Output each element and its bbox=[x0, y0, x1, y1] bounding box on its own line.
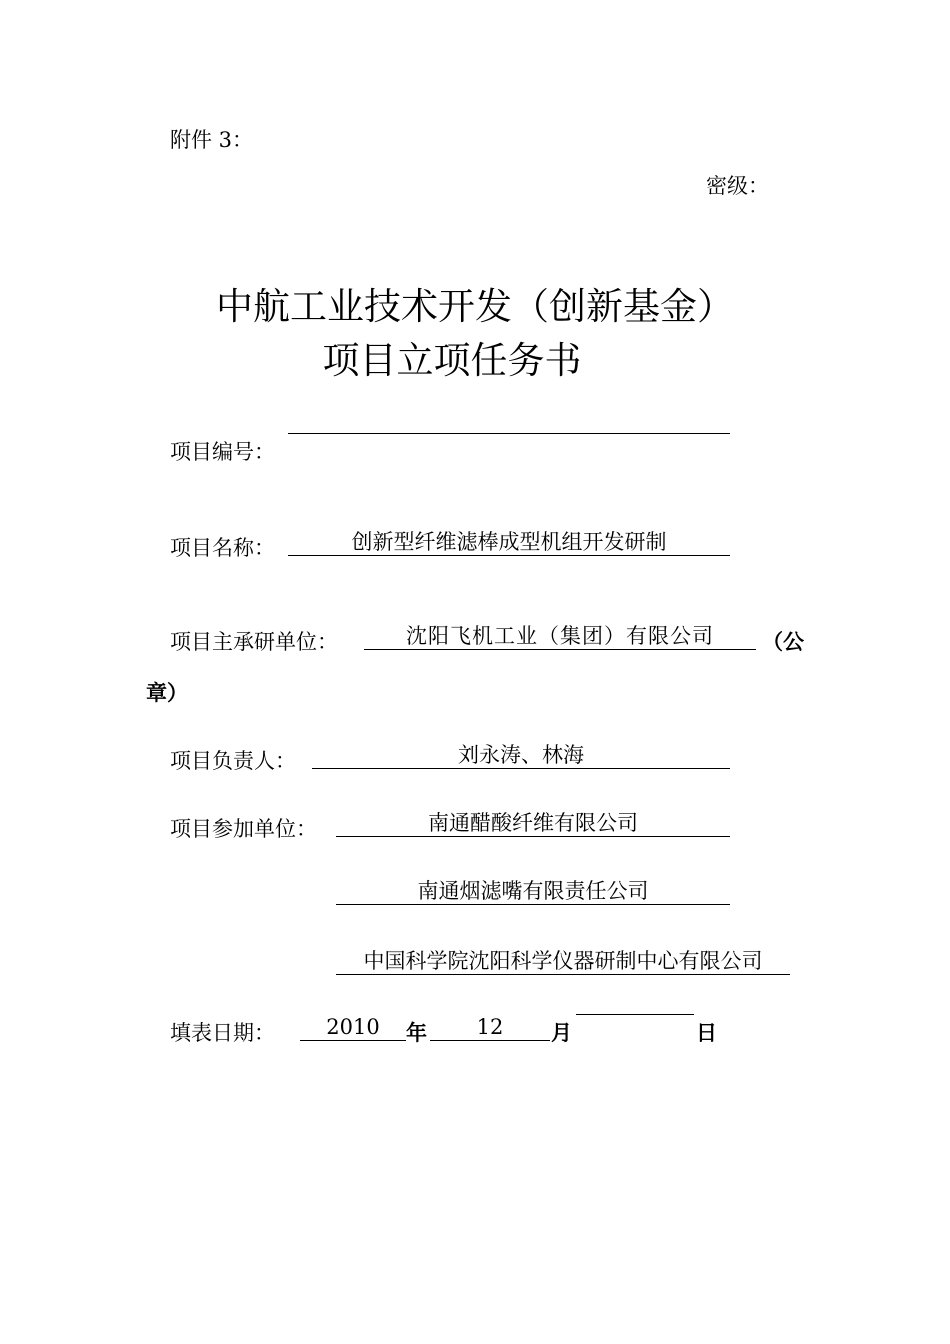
project-number-field[interactable] bbox=[288, 433, 730, 434]
seal-note-part2: 章） bbox=[146, 681, 188, 705]
date-day-field[interactable] bbox=[576, 1014, 694, 1015]
project-name-label: 项目名称： bbox=[170, 536, 275, 560]
document-title-line1: 中航工业技术开发（创新基金） bbox=[216, 285, 734, 328]
leader-label: 项目负责人： bbox=[170, 749, 296, 773]
secret-level-label: 密级： bbox=[706, 174, 769, 198]
leader-field[interactable]: 刘永涛、林海 bbox=[312, 742, 730, 769]
project-number-label: 项目编号： bbox=[170, 440, 275, 464]
document-title-line2: 项目立项任务书 bbox=[322, 339, 582, 382]
main-unit-label: 项目主承研单位： bbox=[170, 630, 338, 654]
project-name-field[interactable]: 创新型纤维滤棒成型机组开发研制 bbox=[288, 529, 730, 556]
participating-unit-1[interactable]: 南通醋酸纤维有限公司 bbox=[336, 810, 730, 837]
date-month-unit: 月 bbox=[551, 1021, 572, 1045]
main-unit-field[interactable]: 沈阳飞机工业（集团）有限公司 bbox=[364, 623, 756, 650]
date-year-unit: 年 bbox=[406, 1021, 427, 1045]
date-year-field[interactable]: 2010 bbox=[300, 1014, 406, 1041]
participating-unit-2[interactable]: 南通烟滤嘴有限责任公司 bbox=[336, 878, 730, 905]
date-day-unit: 日 bbox=[696, 1021, 717, 1045]
participating-units-label: 项目参加单位： bbox=[170, 817, 317, 841]
annex-label: 附件 3： bbox=[170, 128, 254, 152]
date-month-field[interactable]: 12 bbox=[430, 1014, 550, 1041]
participating-unit-3[interactable]: 中国科学院沈阳科学仪器研制中心有限公司 bbox=[336, 948, 790, 975]
date-label: 填表日期： bbox=[170, 1021, 275, 1045]
seal-note-part1: （公 bbox=[762, 630, 804, 654]
